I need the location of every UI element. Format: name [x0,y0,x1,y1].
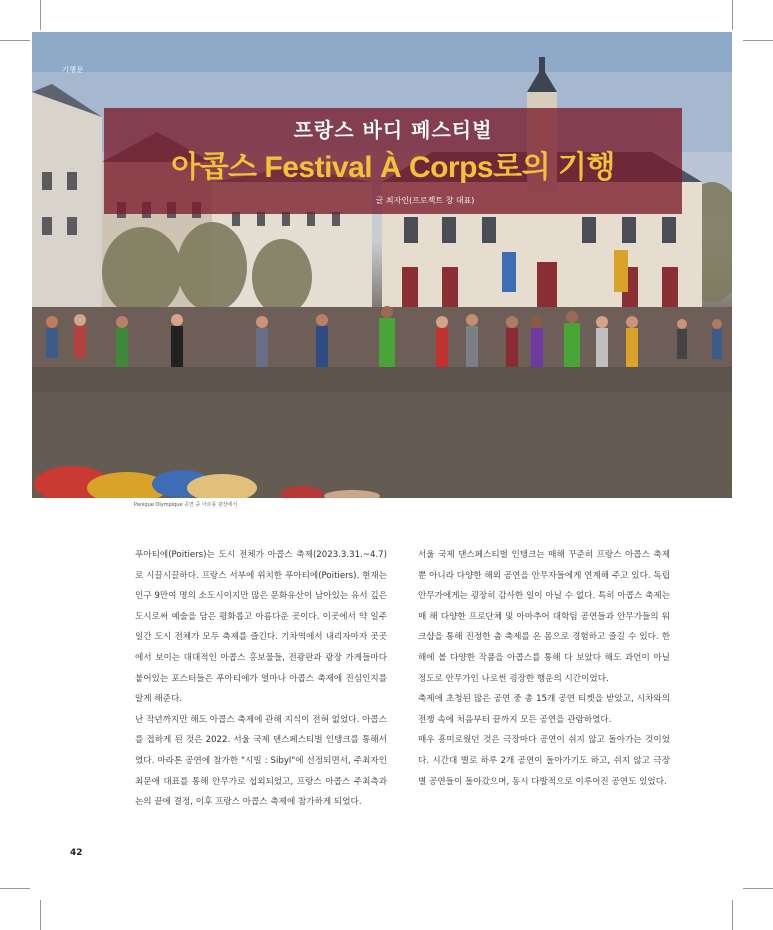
page-number: 42 [70,848,83,858]
crop-mark [0,888,30,889]
crop-mark [40,900,41,930]
byline: 글 최자인(프로젝트 창 대표) [375,196,475,205]
photo-caption: Panique Olympique 공연 중 아르몽 광장에서 [134,502,238,508]
paragraph: 푸아티에(Poitiers)는 도시 전체가 아콥스 축제(2023.3.31.~4.7)로 시끌시끌하다. 프랑스 서부에 위치한 푸아티에(Poitiers). 현재는 인구 9만여 명의 소도시이지만 많은 문화유산이 남아있는 유서 깊은 도시로써 예술을 담은 평화롭고 아름다운 곳이다. 이곳에서 약 일주일간 도시 전체가 모두 축제를 즐긴다. 기차역에서 내리자마자 곳곳에서 보이는 대대적인 아콥스 홍보물들, 전광판과 광장 가게들마다 붙어있는 포스터들은 푸아티에가 얼마나 아콥스 축제에 진심인지를 알게 해준다. [135,550,387,705]
hero-photo [32,32,732,498]
crop-mark [40,0,41,30]
crop-mark [743,888,773,889]
paragraph: 축제에 초청된 많은 공연 중 총 15개 공연 티켓을 받았고, 시차와의 전쟁 속에 처음부터 끝까지 모든 공연을 관람하였다. [418,694,670,725]
body-column-right [418,545,670,792]
festival-square-illustration [32,32,732,498]
crop-mark [0,40,30,41]
title-line-2: 아콥스 Festival À Corps로의 기행 [171,151,615,184]
section-label: 기행문 [62,66,84,74]
paragraph: 난 작년까지만 해도 아콥스 축제에 관해 지식이 전혀 없었다. 아콥스를 접하게 된 것은 2022. 서울 국제 댄스페스티벌 인탱크를 통해서였다. 마라톤 공연에 참가한 "시빌 : Sibyl"에 선정되면서, 주최자인 최문애 대표를 통해 안무가로 섭외되었고, 프랑스 아콥스 주최측과 논의 끝에 결정, 이후 프랑스 아콥스 축제에 참가하게 되었다. [135,714,387,808]
body-column-left [135,545,387,813]
paragraph: 서울 국제 댄스페스티벌 인탱크는 매해 꾸준히 프랑스 아콥스 축제 뿐 아니라 다양한 해외 공연을 안무자들에게 연계해 주고 있다. 독립안무가에게는 굉장히 감사한 일이 아닐 수 없다. 특히 아콥스 축제는 매 해 다양한 프로단체 및 아마추어 대학팀 공연들과 안무가들의 워크샵을 통해 진정한 춤 축제를 온 몸으로 경험하고 즐길 수 있다. 한 해에 볼 다양한 작품을 아콥스를 통해 다 보았다 해도 과언이 아닐 정도로 안무가인 나로썬 굉장한 행운의 시간이었다. [418,550,670,684]
crop-mark [732,900,733,930]
title-banner [104,108,682,214]
paragraph: 매우 흥미로웠던 것은 극장마다 공연이 쉬지 않고 돌아가는 것이었다. 시간대 별로 하루 2개 공연이 돌아가기도 하고, 쉬지 않고 극장 별 공연들이 돌아갔으며, 동시 다발적으로 이루어진 공연도 있었다. [418,735,670,787]
crop-mark [743,40,773,41]
title-line-1: 프랑스 바디 페스티벌 [293,118,493,142]
crop-mark [732,0,733,30]
